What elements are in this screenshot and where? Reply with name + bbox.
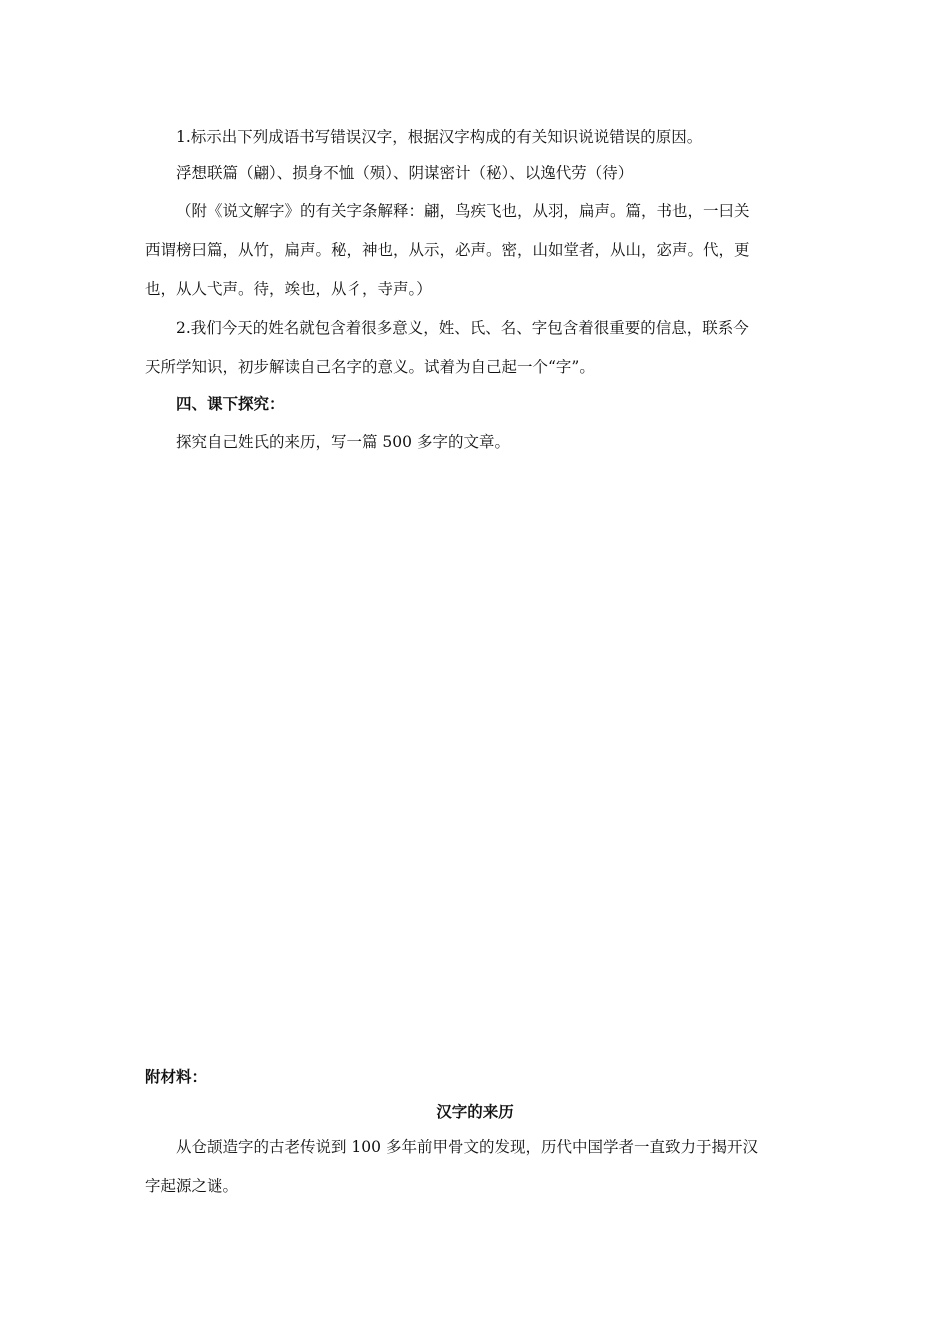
item1-note-line: 也，从人弋声。待，竢也，从彳，寺声。）	[145, 280, 432, 298]
appendix-label: 附材料：	[145, 1067, 208, 1086]
appendix-paragraph-line: 从仓颉造字的古老传说到 100 多年前甲骨文的发现，历代中国学者一直致力于揭开汉	[176, 1138, 758, 1156]
appendix-title: 汉字的来历	[436, 1102, 514, 1121]
item2-line: 天所学知识，初步解读自己名字的意义。试着为自己起一个“字”。	[145, 358, 595, 376]
item1-note-line: （附《说文解字》的有关字条解释：翩，鸟疾飞也，从羽，扁声。篇，书也，一曰关	[176, 202, 750, 220]
item1-note-line: 西谓榜曰篇，从竹，扁声。秘，神也，从示，必声。密，山如堂者，从山，宓声。代，更	[145, 241, 750, 259]
section4-heading: 四、课下探究：	[176, 394, 285, 413]
appendix-paragraph-line: 字起源之谜。	[145, 1177, 239, 1195]
item2-line: 2.我们今天的姓名就包含着很多意义，姓、氏、名、字包含着很重要的信息，联系今	[176, 319, 749, 337]
section4-task: 探究自己姓氏的来历，写一篇 500 多字的文章。	[176, 433, 510, 451]
item1-idioms: 浮想联篇（翩）、损身不恤（殒）、阴谋密计（秘）、以逸代劳（待）	[176, 164, 634, 182]
item1-instruction: 1.标示出下列成语书写错误汉字，根据汉字构成的有关知识说说错误的原因。	[176, 128, 703, 146]
